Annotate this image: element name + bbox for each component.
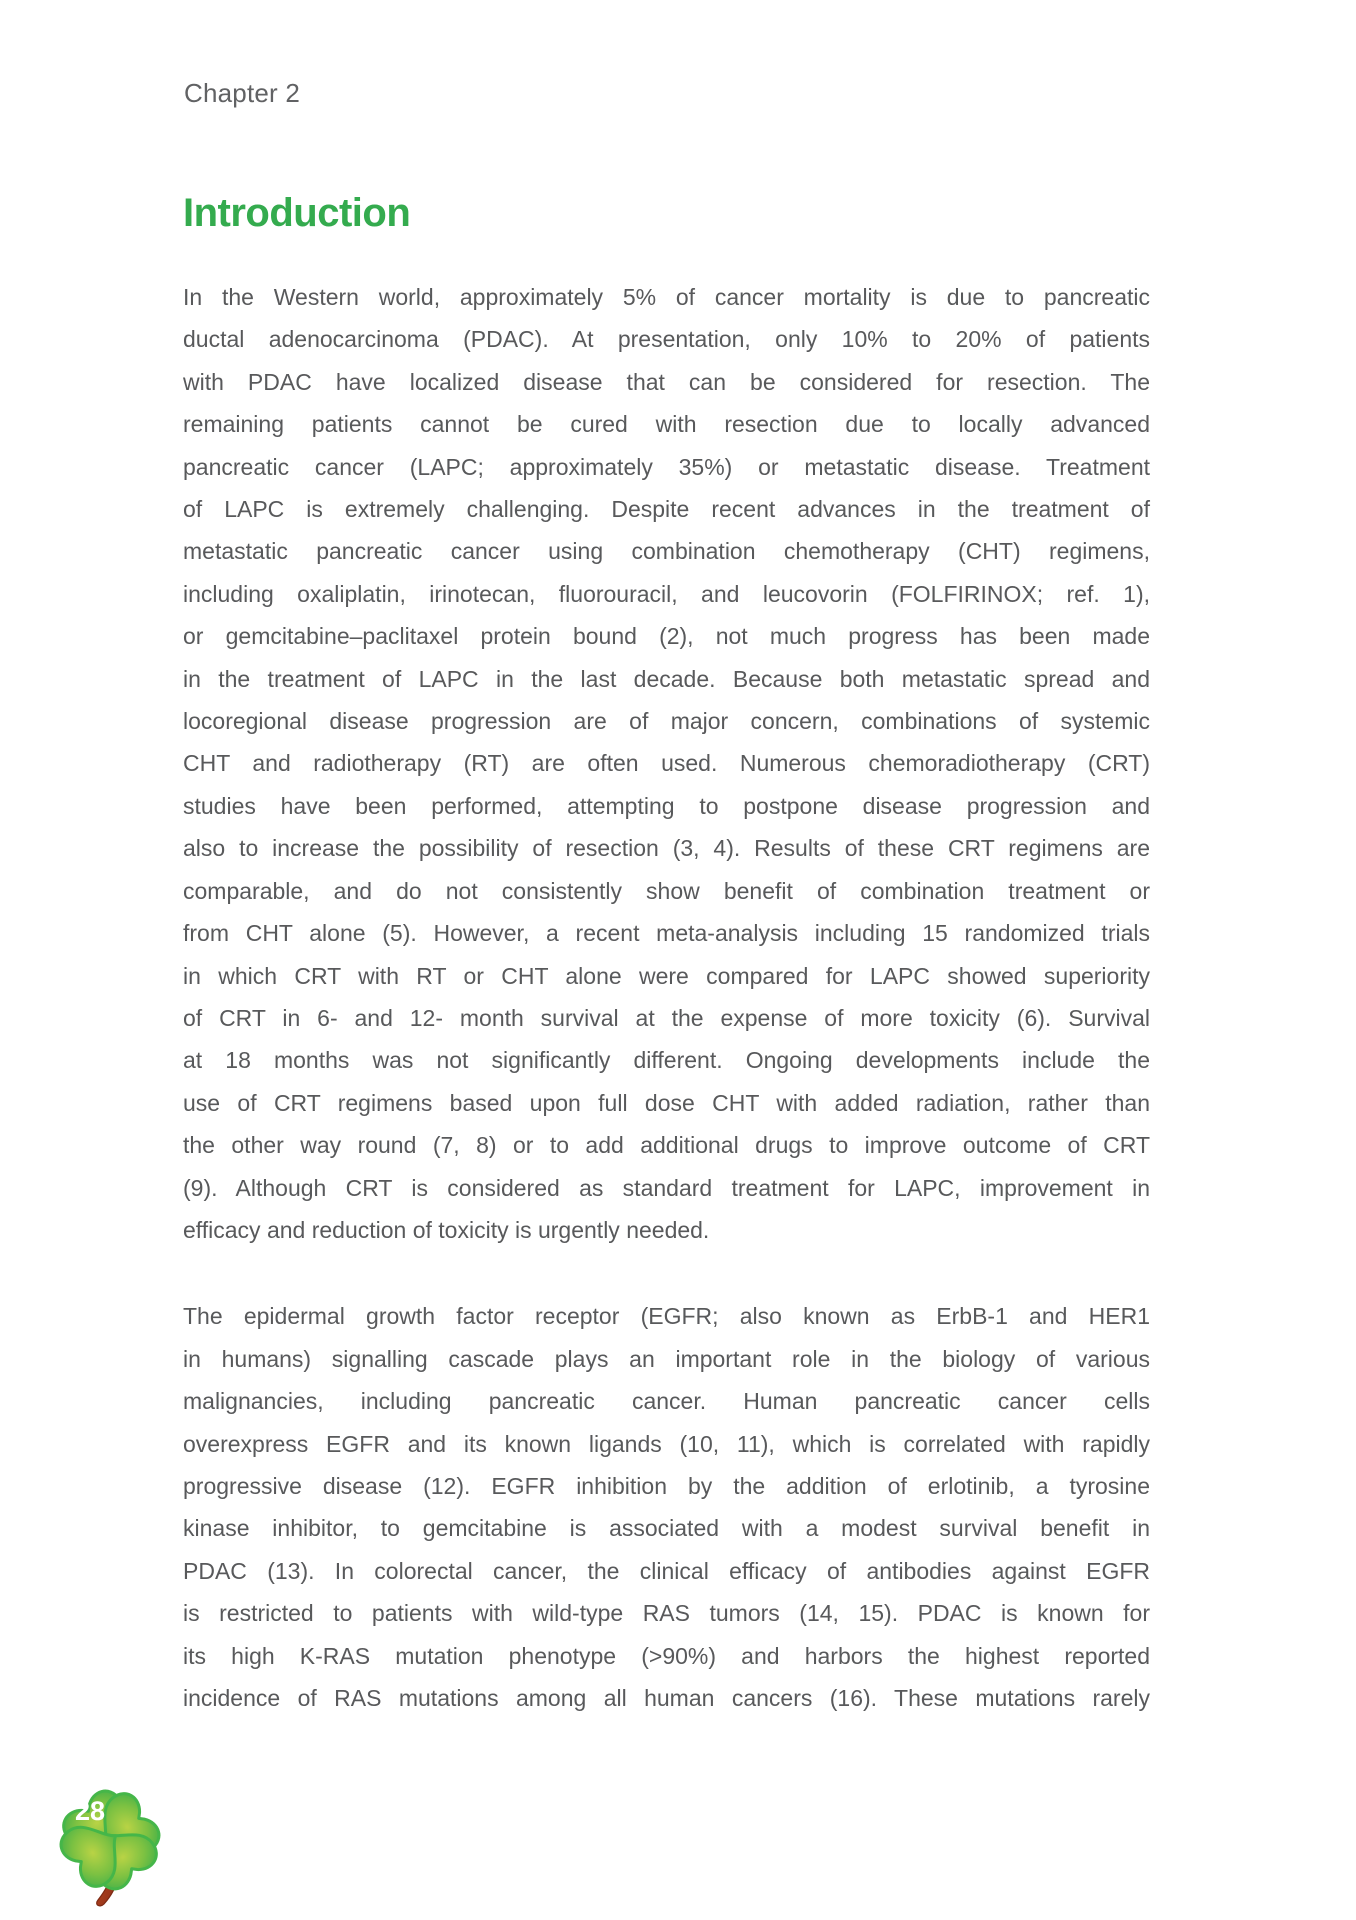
clover-page-ornament [48, 1776, 188, 1920]
text-line: malignancies, including pancreatic cancer. Human pancreatic cancer cells [183, 1388, 1150, 1415]
text-line: of CRT in 6- and 12- month survival at the expense of more toxicity (6). Survival [183, 1004, 1150, 1031]
text-line: PDAC (13). In colorectal cancer, the clinical efficacy of antibodies against EGFR [183, 1557, 1150, 1584]
text-line: The epidermal growth factor receptor (EGFR; also known as ErbB-1 and HER1 [183, 1303, 1150, 1330]
text-line: studies have been performed, attempting to postpone disease progression and [183, 792, 1150, 819]
text-line: of LAPC is extremely challenging. Despite recent advances in the treatment of [183, 496, 1150, 523]
page-number: 28 [74, 1796, 106, 1826]
text-line: use of CRT regimens based upon full dose CHT with added radiation, rather than [183, 1089, 1150, 1116]
text-line: In the Western world, approximately 5% of cancer mortality is due to pancreatic [183, 284, 1150, 310]
text-line: in humans) signalling cascade plays an important role in the biology of various [183, 1345, 1150, 1372]
text-line: locoregional disease progression are of major concern, combinations of systemic [183, 708, 1150, 735]
text-line: in which CRT with RT or CHT alone were compared for LAPC showed superiority [183, 962, 1150, 989]
text-line: or gemcitabine–paclitaxel protein bound (2), not much progress has been made [183, 623, 1150, 650]
text-line: (9). Although CRT is considered as standard treatment for LAPC, improvement in [183, 1174, 1150, 1201]
text-line: incidence of RAS mutations among all human cancers (16). These mutations rarely [183, 1685, 1150, 1711]
text-line: overexpress EGFR and its known ligands (10, 11), which is correlated with rapidly [183, 1430, 1150, 1457]
text-line: the other way round (7, 8) or to add additional drugs to improve outcome of CRT [183, 1132, 1150, 1159]
text-line: metastatic pancreatic cancer using combination chemotherapy (CHT) regimens, [183, 538, 1150, 565]
text-line: pancreatic cancer (LAPC; approximately 35%) or metastatic disease. Treatment [183, 453, 1150, 480]
section-heading: Introduction [183, 191, 411, 235]
text-line: efficacy and reduction of toxicity is urgently needed. [183, 1216, 710, 1243]
text-line: remaining patients cannot be cured with resection due to locally advanced [183, 411, 1150, 438]
text-line: in the treatment of LAPC in the last decade. Because both metastatic spread and [183, 665, 1150, 692]
text-line: at 18 months was not significantly different. Ongoing developments include the [183, 1047, 1150, 1074]
text-line: comparable, and do not consistently show benefit of combination treatment or [183, 877, 1150, 904]
paragraph [183, 276, 1150, 1251]
text-line: kinase inhibitor, to gemcitabine is associated with a modest survival benefit in [183, 1515, 1150, 1542]
text-line: with PDAC have localized disease that can be considered for resection. The [183, 368, 1150, 395]
text-line: from CHT alone (5). However, a recent meta-analysis including 15 randomized trials [183, 920, 1150, 947]
text-line: its high K-RAS mutation phenotype (>90%) and harbors the highest reported [183, 1642, 1150, 1669]
text-line: is restricted to patients with wild-type RAS tumors (14, 15). PDAC is known for [183, 1600, 1150, 1627]
text-line: including oxaliplatin, irinotecan, fluorouracil, and leucovorin (FOLFIRINOX; ref. 1), [183, 580, 1150, 607]
text-line: also to increase the possibility of resection (3, 4). Results of these CRT regimens are [183, 835, 1150, 862]
text-line: ductal adenocarcinoma (PDAC). At presentation, only 10% to 20% of patients [183, 326, 1150, 353]
text-line: CHT and radiotherapy (RT) are often used. Numerous chemoradiotherapy (CRT) [183, 750, 1150, 777]
text-line: progressive disease (12). EGFR inhibition by the addition of erlotinib, a tyrosine [183, 1472, 1150, 1499]
chapter-label: Chapter 2 [184, 78, 300, 108]
paragraph [183, 1295, 1150, 1719]
body-text [183, 276, 1150, 1719]
